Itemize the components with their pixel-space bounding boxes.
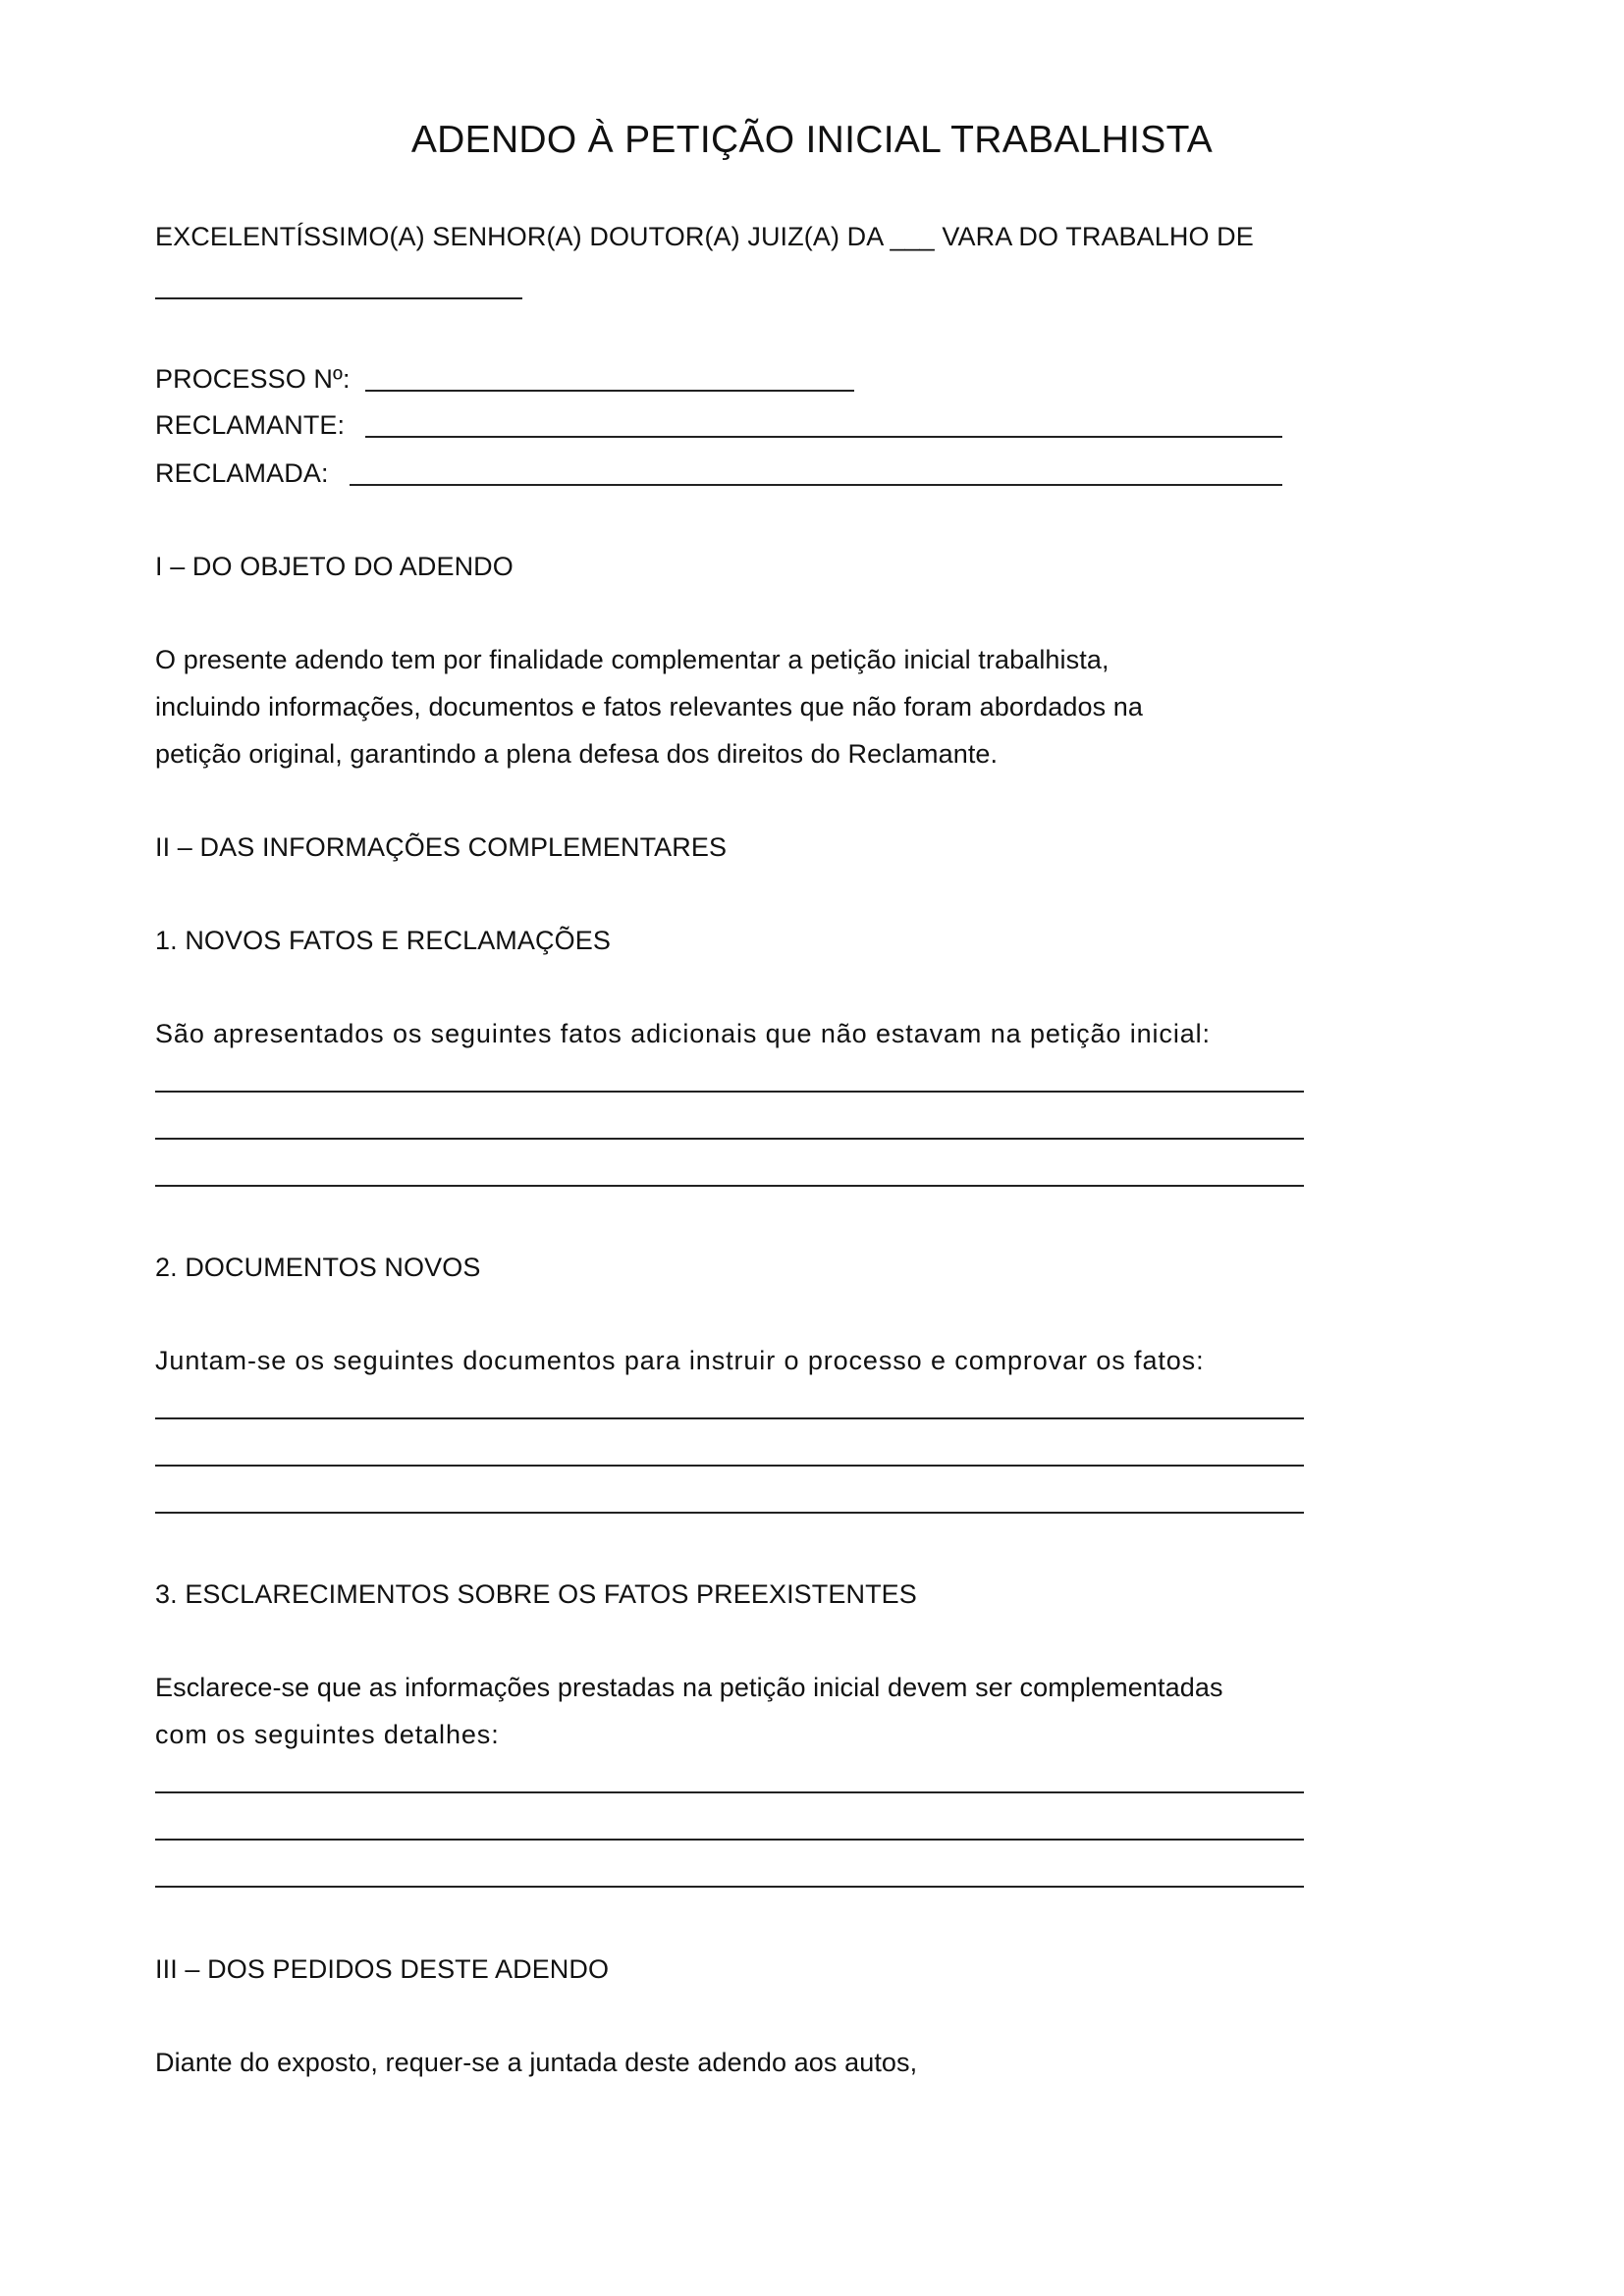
subsection-2-text: Juntam-se os seguintes documentos para instruir o processo e comprovar os fatos: — [155, 1346, 1205, 1375]
addressee-city-blank[interactable] — [155, 297, 522, 299]
subsection-2-blank-line[interactable] — [155, 1417, 1304, 1419]
reclamante-label: RECLAMANTE: — [155, 410, 346, 440]
section-1-heading: I – DO OBJETO DO ADENDO — [155, 552, 514, 581]
document-title: ADENDO À PETIÇÃO INICIAL TRABALHISTA — [410, 119, 1214, 161]
subsection-3-heading: 3. ESCLARECIMENTOS SOBRE OS FATOS PREEXISTENTES — [155, 1579, 917, 1609]
section-3-paragraph: Diante do exposto, requer-se a juntada deste adendo aos autos, — [155, 2048, 918, 2077]
section-3-heading: III – DOS PEDIDOS DESTE ADENDO — [155, 1954, 610, 1984]
subsection-3-blank-line[interactable] — [155, 1791, 1304, 1793]
subsection-2-blank-line[interactable] — [155, 1512, 1304, 1514]
subsection-2-heading: 2. DOCUMENTOS NOVOS — [155, 1253, 481, 1282]
section-2-heading: II – DAS INFORMAÇÕES COMPLEMENTARES — [155, 832, 728, 862]
reclamante-field[interactable] — [365, 436, 1282, 438]
subsection-1-blank-line[interactable] — [155, 1138, 1304, 1140]
subsection-1-text: São apresentados os seguintes fatos adicionais que não estavam na petição inicial: — [155, 1019, 1211, 1048]
reclamada-label: RECLAMADA: — [155, 458, 329, 488]
subsection-1-blank-line[interactable] — [155, 1091, 1304, 1093]
subsection-1-heading: 1. NOVOS FATOS E RECLAMAÇÕES — [155, 926, 611, 955]
reclamada-field[interactable] — [350, 484, 1282, 486]
subsection-1-blank-line[interactable] — [155, 1185, 1304, 1187]
subsection-3-text-line-2: com os seguintes detalhes: — [155, 1720, 500, 1749]
subsection-3-blank-line[interactable] — [155, 1886, 1304, 1888]
processo-field[interactable] — [365, 390, 854, 392]
section-1-paragraph-line-3: petição original, garantindo a plena defesa dos direitos do Reclamante. — [155, 739, 999, 769]
subsection-2-blank-line[interactable] — [155, 1465, 1304, 1467]
section-1-paragraph-line-2: incluindo informações, documentos e fatos relevantes que não foram abordados na — [155, 692, 1144, 721]
subsection-3-text-line-1: Esclarece-se que as informações prestadas na petição inicial devem ser complementadas — [155, 1673, 1223, 1702]
section-1-paragraph-line-1: O presente adendo tem por finalidade complementar a petição inicial trabalhista, — [155, 645, 1110, 674]
subsection-3-blank-line[interactable] — [155, 1839, 1304, 1841]
addressee-line: EXCELENTÍSSIMO(A) SENHOR(A) DOUTOR(A) JUIZ(A) DA ___ VARA DO TRABALHO DE — [155, 222, 1254, 251]
processo-label: PROCESSO Nº: — [155, 364, 351, 394]
